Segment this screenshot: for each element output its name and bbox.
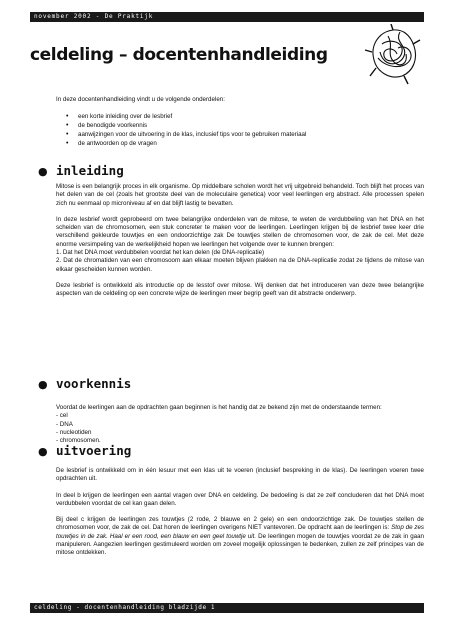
paragraph: Deze lesbrief is ontwikkeld als introductie op de lesstof over mitose. Wij denken dat het introduceren van deze twee belangrijke aspecten van de celdeling op een concrete wijze de leerlingen meer begrip geeft van dit abstracte onderwerp. bbox=[56, 281, 424, 298]
section-heading-inleiding: ● inleiding bbox=[38, 163, 124, 178]
term-item: - DNA bbox=[56, 420, 73, 428]
instruction-quote: Stop de zes touwtjes in de zak. Haal er een rood, een blauw en een geel touwtje uit. bbox=[56, 524, 424, 540]
numbered-point: 2. Dat de chromatiden van een chromosoom aan elkaar moeten blijven plakken na de DNA-replicatie zodat ze tijdens de mitose van elkaar gescheiden kunnen worden. bbox=[56, 257, 424, 273]
section-body-uitvoering bbox=[56, 467, 424, 566]
running-header bbox=[30, 12, 424, 22]
numbered-point: 1. Dat het DNA moet verdubbelen voordat het kan delen (de DNA-replicatie) bbox=[56, 249, 265, 257]
cell-division-logo-icon bbox=[364, 24, 422, 86]
paragraph: In deel b krijgen de leerlingen een aantal vragen over DNA en celdeling. De bedoeling is dat ze zelf concluderen dat het DNA moet verdubbelen voordat de cel kan gaan delen. bbox=[56, 491, 424, 507]
intro-lead: In deze docentenhandleiding vindt u de volgende onderdelen: bbox=[56, 96, 225, 103]
paragraph: Bij deel c krijgen de leerlingen zes touwtjes (2 rode, 2 blauwe en 2 gele) en een ondoorzichtige zak. De touwtjes stellen de chromosomen voor, de zak de cel. Dat horen de leerlingen overigens NIET vantevoren. De opdracht aan de leerlingen is: Stop de zes touwtjes in de zak. Haal er een rood, een blauw en een geel touwtje uit. De leerlingen mogen de touwtjes voordat ze de zak in gaan manipuleren. Aangezien leerlingen gestimuleerd worden om zoveel mogelijk oplossingen te bedenken, zullen ze zelf principes van de mitose ontdekken. bbox=[56, 516, 424, 557]
bullet-icon: ● bbox=[38, 445, 48, 458]
page-footer bbox=[30, 603, 424, 613]
section-heading-uitvoering: ● uitvoering bbox=[38, 443, 132, 458]
term-item: - cel bbox=[56, 412, 68, 420]
intro bbox=[56, 96, 424, 148]
list-item: • een korte inleiding over de lesbrief bbox=[66, 112, 424, 121]
list-item: • de benodigde voorkennis bbox=[66, 121, 424, 130]
paragraph: Voordat de leerlingen aan de opdrachten gaan beginnen is het handig dat ze bekend zijn met de onderstaande termen: - cel - DNA - nucleotiden - chromosomen. bbox=[56, 404, 424, 445]
paragraph: De lesbrief is ontwikkeld om in één lesuur met een klas uit te voeren (inclusief bespreking in de klas). De leerlingen voeren twee opdrachten uit. bbox=[56, 467, 424, 483]
list-item: • aanwijzingen voor de uitvoering in de klas, inclusief tips voor te gebruiken materiaal bbox=[66, 130, 424, 139]
paragraph: Mitose is een belangrijk proces in elk organisme. Op middelbare scholen wordt het vrij uitgebreid behandeld. Toch blijft het proces van het delen van de cel (zoals het grootste deel van de moleculaire genetica) voor veel leerlingen erg abstract. Alle processen spelen zich nu eenmaal op microniveau af en dat blijft lastig te bevatten. bbox=[56, 183, 424, 207]
footer-text: celdeling - docentenhandleiding bladzijde 1 bbox=[34, 604, 216, 611]
term-item: - nucleotiden bbox=[56, 428, 92, 436]
bullet-icon: ● bbox=[38, 165, 48, 178]
list-item: • de antwoorden op de vragen bbox=[66, 139, 424, 148]
page-title: celdeling – docentenhandleiding bbox=[30, 45, 328, 65]
running-header-text: november 2002 - De Praktijk bbox=[34, 13, 154, 20]
paragraph: In deze lesbrief wordt geprobeerd om twee belangrijke onderdelen van de mitose, te weten de verdubbeling van het DNA en het scheiden van de chromosomen, een stuk concreter te maken voor de leerlingen. Leerlingen krijgen bij de lesbrief twee keer drie verschillend gekleurde touwtjes en een ondoorzichtige zak De touwtjes stellen de chromosomen voor, de zak de cel. Met deze enorme versimpeling van de werkelijkheid hopen we leerlingen het volgende over te kunnen brengen: 1. Dat het DNA moet verdubbelen voordat het kan delen (de DNA-replicatie) 2. Dat de chromatiden van een chromosoom aan elkaar moeten blijven plakken na de DNA-replicatie zodat ze tijdens de mitose van elkaar gescheiden kunnen worden. bbox=[56, 215, 424, 273]
intro-list bbox=[56, 112, 424, 148]
term-item: - chromosomen. bbox=[56, 437, 101, 445]
section-heading-voorkennis: ● voorkennis bbox=[38, 376, 132, 391]
section-body-inleiding bbox=[56, 183, 424, 307]
bullet-icon: ● bbox=[38, 378, 48, 391]
